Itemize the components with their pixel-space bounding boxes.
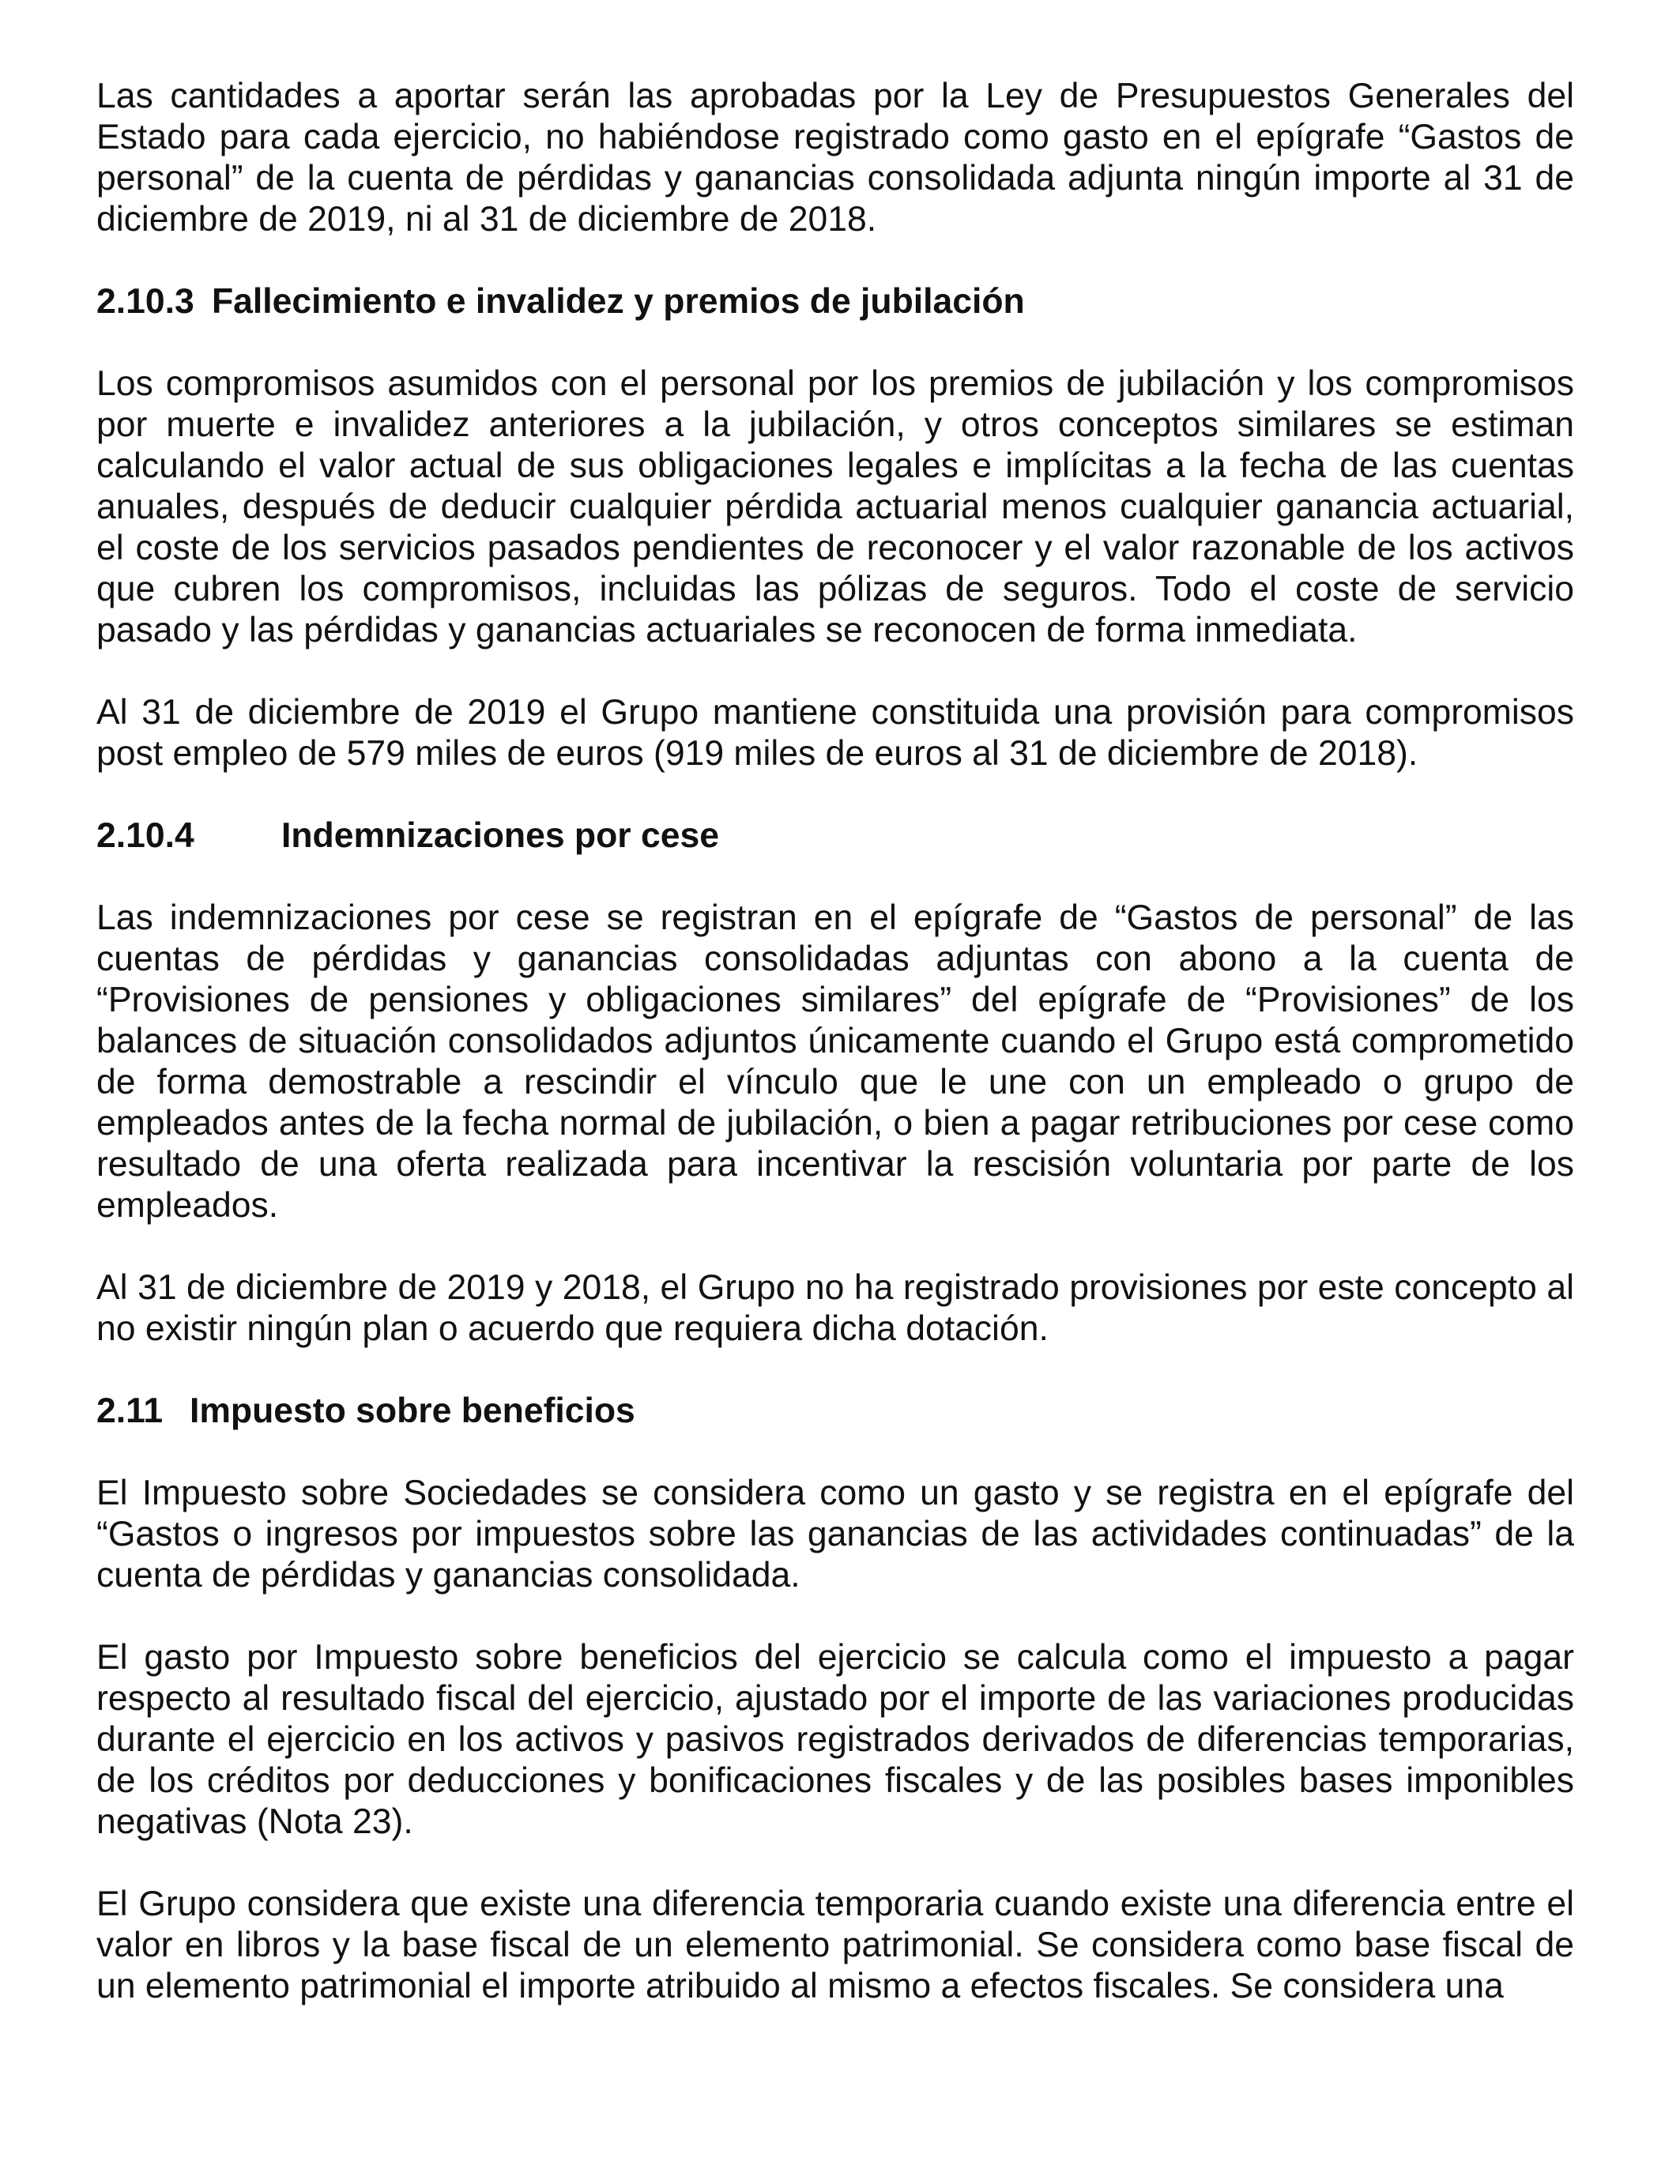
section-title: Impuesto sobre beneficios: [190, 1391, 635, 1430]
section-number: 2.10.4: [96, 816, 194, 855]
section-title: Indemnizaciones por cese: [281, 816, 719, 855]
paragraph-gasto-impuesto: El gasto por Impuesto sobre beneficios del ejercicio se calcula como el impuesto a pagar respecto al resultado fiscal del ejercicio, ajustado por el importe de las variaciones producidas durante el ejercicio en los activos y pasivos registrados derivados de diferencias temporarias, de los créditos por deducciones y bonificaciones fiscales y de las posibles bases imponibles negativas (Nota 23).: [96, 1638, 1574, 1841]
section-title: Fallecimiento e invalidez y premios de jubilación: [212, 282, 1025, 321]
section-heading-2-10-4: [96, 815, 1574, 857]
paragraph-indemnizaciones: Las indemnizaciones por cese se registran en el epígrafe de “Gastos de personal” de las cuentas de pérdidas y ganancias consolidadas adjuntas con abono a la cuenta de “Provisiones de pensiones y obligaciones similares” del epígrafe de “Provisiones” de los balances de situación consolidados adjuntos únicamente cuando el Grupo está comprometido de forma demostrable a rescindir el vínculo que le une con un empleado o grupo de empleados antes de la fecha normal de jubilación, o bien a pagar retribuciones por cese como resultado de una oferta realizada para incentivar la rescisión voluntaria por parte de los empleados.: [96, 898, 1574, 1225]
paragraph-sin-provisiones: Al 31 de diciembre de 2019 y 2018, el Grupo no ha registrado provisiones por este concepto al no existir ningún plan o acuerdo que requiera dicha dotación.: [96, 1268, 1574, 1348]
section-number: 2.10.3: [96, 282, 194, 321]
section-heading-2-10-3: [96, 281, 1574, 322]
paragraph-impuesto-sociedades: El Impuesto sobre Sociedades se considera como un gasto y se registra en el epígrafe del “Gastos o ingresos por impuestos sobre las ganancias de las actividades continuadas” de la cuenta de pérdidas y ganancias consolidada.: [96, 1474, 1574, 1595]
document-page: [96, 76, 1574, 2048]
paragraph-aportaciones: Las cantidades a aportar serán las aprobadas por la Ley de Presupuestos Generales del Estado para cada ejercicio, no habiéndose registrado como gasto en el epígrafe “Gastos de personal” de la cuenta de pérdidas y ganancias consolidada adjunta ningún importe al 31 de diciembre de 2019, ni al 31 de diciembre de 2018.: [96, 77, 1574, 239]
section-heading-2-11: [96, 1391, 1574, 1432]
paragraph-provision-post-empleo: Al 31 de diciembre de 2019 el Grupo mantiene constituida una provisión para compromisos post empleo de 579 miles de euros (919 miles de euros al 31 de diciembre de 2018).: [96, 693, 1574, 773]
paragraph-compromisos: Los compromisos asumidos con el personal por los premios de jubilación y los compromisos por muerte e invalidez anteriores a la jubilación, y otros conceptos similares se estiman calculando el valor actual de sus obligaciones legales e implícitas a la fecha de las cuentas anuales, después de deducir cualquier pérdida actuarial menos cualquier ganancia actuarial, el coste de los servicios pasados pendientes de reconocer y el valor razonable de los activos que cubren los compromisos, incluidas las pólizas de seguros. Todo el coste de servicio pasado y las pérdidas y ganancias actuariales se reconocen de forma inmediata.: [96, 364, 1574, 650]
section-number: 2.11: [96, 1391, 164, 1430]
paragraph-diferencia-temporaria: El Grupo considera que existe una diferencia temporaria cuando existe una diferencia entre el valor en libros y la base fiscal de un elemento patrimonial. Se considera como base fiscal de un elemento patrimonial el importe atribuido al mismo a efectos fiscales. Se considera una: [96, 1885, 1574, 2005]
